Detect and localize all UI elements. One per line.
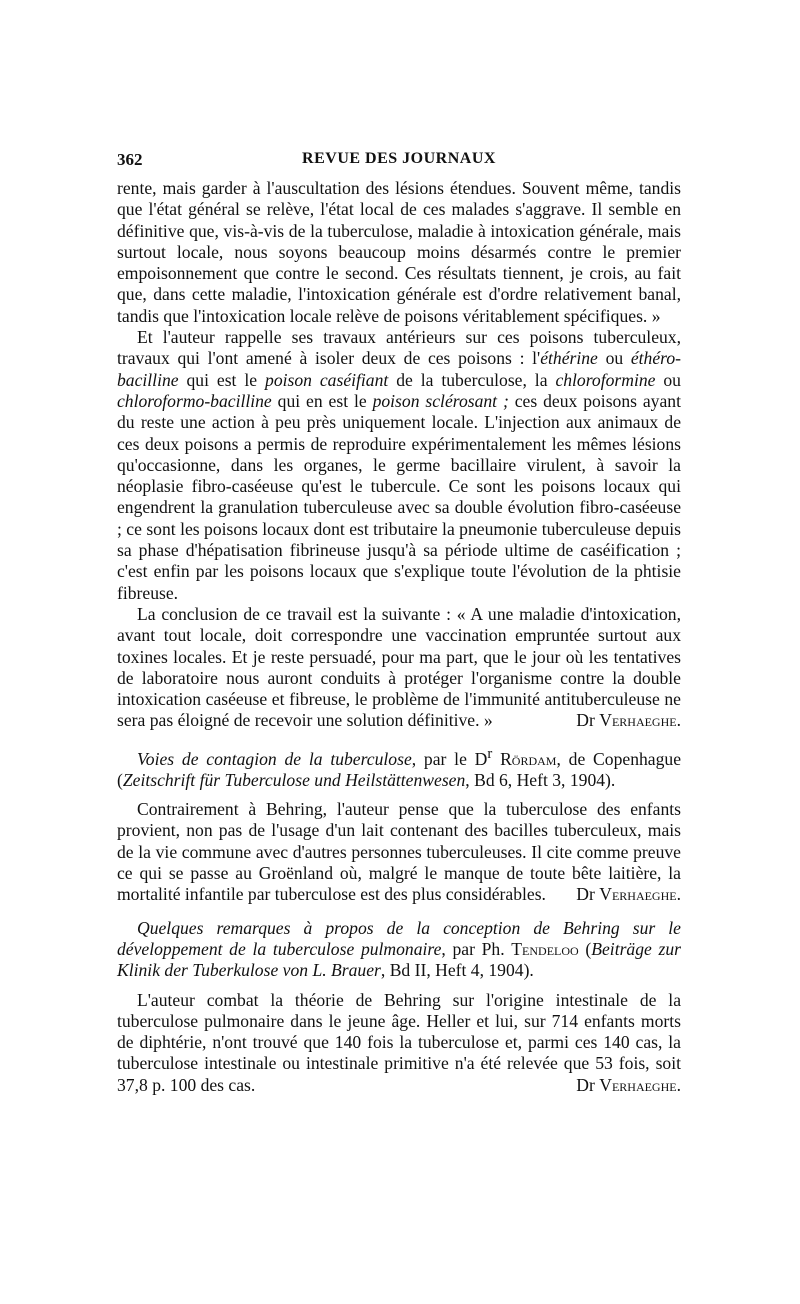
paragraph-continuation: rente, mais garder à l'auscultation des lésions étendues. Souvent même, tandis que l'état général se relève, l'état local de ces malades s'aggrave. Il semble en définitive que, vis-à-vis de la tuberculose, maladie à intoxication générale, mais surtout locale, nous soyons beaucoup moins désarmés contre le premier empoisonnement que contre le second. Ces résultats tiennent, je crois, au fait que, dans cette maladie, l'intoxication générale est d'ordre relativement banal, tandis que l'intoxication locale relève de poisons véritablement spécifiques. » bbox=[117, 178, 681, 326]
term-chloroformine: chloroformine bbox=[555, 369, 656, 390]
citation-tendeloo: Quelques remarques à propos de la conception de Behring sur le développement de la tuberculose pulmonaire, par Ph. Tendeloo (Beiträge zur Klinik der Tuberkulose von L. Brauer, Bd II, Heft 4, 1904). bbox=[117, 917, 681, 981]
term-poison-caseifiant: poison caséifiant bbox=[265, 369, 389, 390]
paragraph-conclusion: La conclusion de ce travail est la suivante : « A une maladie d'intoxication, avant tout locale, doit correspondre une vaccination empruntée surtout aux toxines locales. Et je reste persuadé, pour ma part, que le jour où les tentatives de laboratoire nous auront conduits à protéger l'organisme contre la double intoxication caséeuse et fibreuse, le problème de l'immunité antituberculeuse ne sera pas éloigné de recevoir une solution définitive. » Dr Verhaeghe. bbox=[117, 603, 681, 731]
paragraph-author-works: Et l'auteur rappelle ses travaux antérieurs sur ces poisons tuberculeux, travaux qui l'ont amené à isoler deux de ces poisons : l'éthérine ou éthéro-bacilline qui est le poison caséifiant de la tuberculose, la chloroformine ou chloroformo-bacilline qui en est le poison sclérosant ; ces deux poisons ayant du reste une action à peu près uniquement locale. L'injection aux animaux de ces deux poisons a permis de reproduire expérimentalement les mêmes lésions qu'occasionne, dans les organes, le germe bacillaire virulent, à savoir la néoplasie fibro-caséeuse qu'est le tubercule. Ce sont les poisons locaux qui engendrent la granulation tuberculeuse avec sa double évolution fibro-caséeuse ; ce sont les poisons locaux dont est tributaire la pneumonie tuberculeuse depuis sa phase d'hépatisation fibrineuse jusqu'à sa période ultime de caséification ; c'est enfin par les poisons locaux que s'explique toute l'évolution de la phtisie fibreuse. bbox=[117, 327, 682, 603]
term-etherine: éthérine bbox=[540, 348, 598, 369]
signature: Dr Verhaeghe. bbox=[576, 710, 681, 731]
citation-author: Tendeloo bbox=[511, 938, 579, 959]
citation-author: Rördam bbox=[500, 748, 557, 769]
running-title: REVUE DES JOURNAUX bbox=[302, 150, 496, 167]
term-chloroformo-bacilline: chloroformo-bacilline bbox=[117, 390, 272, 411]
review-rordam: Contrairement à Behring, l'auteur pense que la tuberculose des enfants provient, non pas de l'usage d'un lait contenant des bacilles tuberculeux, mais de la vie commune avec d'autres personnes tuberculeuses. Il cite comme preuve ce qui se passe au Groënland où, malgré le manque de toute bête laitière, la mortalité infantile par tuberculose est des plus considérables. Dr Verhaeghe. bbox=[117, 799, 681, 905]
article-body bbox=[117, 178, 681, 1096]
citation-journal: Zeitschrift für Tuberculose und Heilstättenwesen bbox=[122, 769, 466, 790]
term-ethero-bacilline: éthéro-bacilline bbox=[117, 348, 682, 390]
page-header bbox=[117, 150, 681, 172]
citation-title: Voies de contagion de la tuberculose bbox=[137, 748, 412, 769]
review-tendeloo: L'auteur combat la théorie de Behring sur l'origine intestinale de la tuberculose pulmonaire dans le jeune âge. Heller et lui, sur 714 enfants morts de diphtérie, n'ont trouvé que 140 fois la tuberculose et, parmi ces 140 cas, la tuberculose intestinale ou intestinale primitive n'a été relevée que 53 fois, soit 37,8 p. 100 des cas. Dr Verhaeghe. bbox=[117, 989, 681, 1095]
citation-journal: Beiträge zur Klinik der Tuberkulose von L. Brauer bbox=[117, 938, 681, 981]
term-poison-sclerosant: poison sclérosant ; bbox=[372, 390, 509, 411]
signature: Dr Verhaeghe. bbox=[576, 1074, 681, 1095]
page-number: 362 bbox=[117, 150, 143, 169]
citation-title: Quelques remarques à propos de la conception de Behring sur le développement de la tuberculose pulmonaire bbox=[117, 917, 681, 959]
signature: Dr Verhaeghe. bbox=[576, 884, 681, 905]
citation-rordam: Voies de contagion de la tuberculose, par le $D^r$ Rördam, de Copenhague (Zeitschrift für Tuberculose und Heilstättenwesen, Bd 6, Heft 3, 1904). bbox=[117, 745, 681, 790]
